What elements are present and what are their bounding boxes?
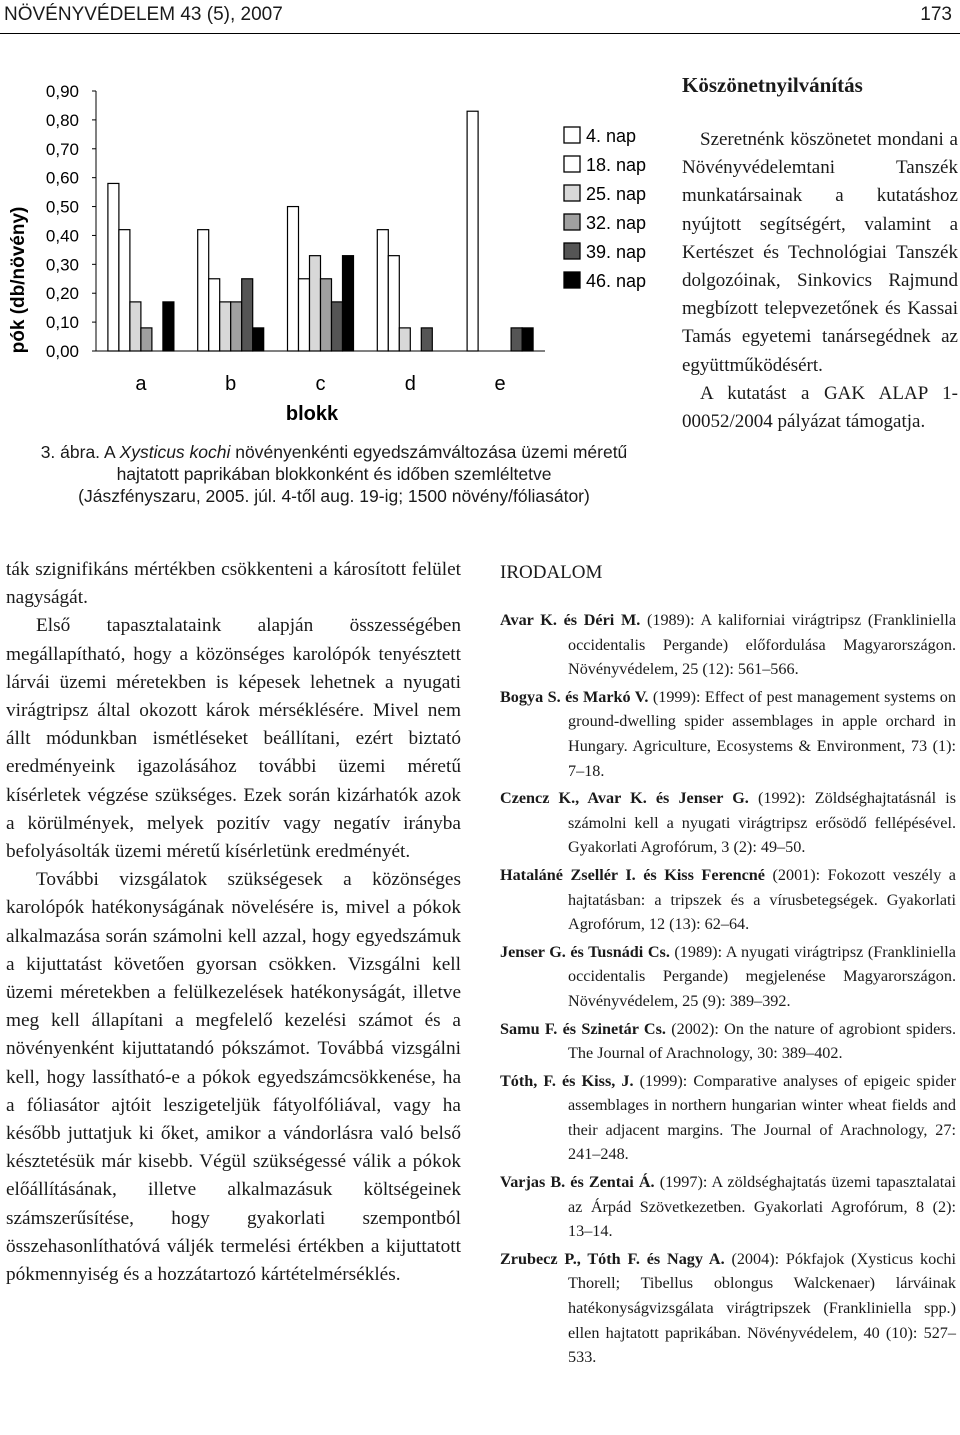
legend-label: 39. nap bbox=[586, 242, 647, 262]
y-tick-label: 0,80 bbox=[45, 110, 79, 130]
x-tick-labels bbox=[135, 373, 505, 395]
bar bbox=[421, 328, 432, 351]
bar bbox=[343, 256, 354, 351]
caption-text: A bbox=[103, 442, 120, 462]
reference-authors: Bogya S. és Markó V. bbox=[500, 687, 649, 706]
journal-title: NÖVÉNYVÉDELEM 43 (5), 2007 bbox=[4, 4, 283, 25]
bar bbox=[321, 279, 332, 351]
bar bbox=[467, 111, 478, 351]
bar bbox=[377, 230, 388, 351]
bar bbox=[332, 302, 343, 351]
x-tick-label: c bbox=[315, 373, 326, 395]
reference-text: (2001): Fokozott veszély a hajtatásban: a tripszek és a vírusbetegségek. Gyakorlati Agrofórum, 12 (13): 62–64. bbox=[568, 865, 956, 934]
bar bbox=[163, 302, 174, 351]
reference-authors: Hataláné Zsellér I. és Kiss Ferencné bbox=[500, 865, 765, 884]
y-tick-label: 0,20 bbox=[45, 284, 79, 304]
bar bbox=[108, 183, 119, 351]
bar-chart bbox=[0, 70, 670, 442]
bar bbox=[130, 302, 141, 351]
legend-swatch bbox=[564, 272, 580, 288]
reference-authors: Tóth, F. és Kiss, J. bbox=[500, 1071, 634, 1090]
bar bbox=[388, 256, 399, 351]
reference-text: (1999): Comparative analyses of epigeic spider assemblages in northern hungarian winter wheat fields and their adjacent margins. The Journal of Arachnology, 27: 241–248. bbox=[568, 1071, 956, 1164]
bar bbox=[253, 328, 264, 351]
reference-text: (2004): Pókfajok (Xysticus kochi Thorell; Tibellus oblongus Walckenaer) lárváinak hatékonyságvizsgálata virágtripszek (Frankliniella spp.) ellen hajtatott paprikában. Növényvédelem, 40 (10): 527–533. bbox=[568, 1249, 956, 1367]
y-tick-label: 0,30 bbox=[45, 255, 79, 275]
x-axis-label: blokk bbox=[285, 403, 339, 425]
reference-item bbox=[500, 1170, 956, 1244]
references-section bbox=[500, 560, 956, 1373]
body-text-column bbox=[6, 556, 461, 1289]
reference-text: (1997): A zöldséghajtatás üzemi tapasztalatai az Árpád Szövetkezetben. Gyakorlati Agrofórum, 8 (2): 13–14. bbox=[568, 1173, 956, 1241]
reference-text: (2002): On the nature of agrobiont spiders. The Journal of Arachnology, 30: 389–402. bbox=[568, 1019, 956, 1063]
bar bbox=[399, 328, 410, 351]
bar bbox=[220, 302, 231, 351]
body-paragraph: ták szignifikáns mértékben csökkenteni a károsított felület nagyságát. bbox=[6, 559, 461, 609]
bar bbox=[209, 279, 220, 351]
acknowledgement-paragraph: Szeretnénk köszönetet mondani a Növényvédelemtani Tanszék munkatársainak a kutatáshoz nyújtott segítségért, valamint a Kertészet és Technológiai Tanszék dolgozóinak, Sinkovics Rajmund megbízott telepvezetőnek és Kassai Tamás egyetemi tanársegédnek az együttműködésért. bbox=[682, 129, 958, 376]
reference-text: (1992): Zöldséghajtatásnál is számolni kell a nyugati virágtripsz erősödő fellépésével. Gyakorlati Agrofórum, 3 (2): 49–50. bbox=[568, 789, 956, 857]
y-tick-label: 0,50 bbox=[45, 197, 79, 217]
header-rule bbox=[0, 33, 960, 34]
reference-authors: Avar K. és Déri M. bbox=[500, 611, 641, 629]
reference-item bbox=[500, 863, 956, 937]
y-tick-label: 0,10 bbox=[45, 313, 79, 333]
chart-legend bbox=[564, 126, 646, 291]
legend-swatch bbox=[564, 214, 580, 230]
reference-item bbox=[500, 608, 956, 682]
reference-item bbox=[500, 1069, 956, 1167]
acknowledgement-title: Köszönetnyilvánítás bbox=[682, 73, 863, 97]
x-tick-label: b bbox=[225, 373, 237, 395]
y-tick-label: 0,90 bbox=[45, 82, 79, 101]
reference-item bbox=[500, 1017, 956, 1066]
reference-authors: Jenser G. és Tusnádi Cs. bbox=[500, 942, 670, 961]
legend-label: 25. nap bbox=[586, 184, 647, 204]
references-title: IRODALOM bbox=[500, 562, 603, 583]
reference-item bbox=[500, 1247, 956, 1370]
y-tick-label: 0,40 bbox=[45, 226, 79, 246]
acknowledgement-paragraph: A kutatást a GAK ALAP 1-00052/2004 pályázat támogatja. bbox=[682, 382, 958, 433]
bar bbox=[511, 328, 522, 351]
bar bbox=[141, 328, 152, 351]
caption-text: növényenkénti egyedszámváltozása üzemi méretű bbox=[230, 442, 628, 462]
page-number: 173 bbox=[920, 4, 952, 25]
bar bbox=[522, 328, 533, 351]
reference-item bbox=[500, 940, 956, 1014]
body-paragraph: Első tapasztalataink alapján összességében megállapítható, hogy a közönséges karolópók tenyésztett lárvái üzemi méretekben is képesek lehetnek a nyugati virágtripsz által okozott károk mérséklésére. Mivel nem állt módunkban ismétléseket beállítani, ezért biztató eredményeink igazolásához további üzemi méretű kísérletek végzése szükséges. Ezek során kizárhatók azok a körülmények, melyek pozitív vagy negatív irányba befolyásolták üzemi méretű kísérletünk eredményét. bbox=[6, 615, 461, 863]
reference-item bbox=[500, 786, 956, 860]
reference-text: (1989): A nyugati virágtripsz (Frankliniella occidentalis Pergande) megjelenése Magyarországon. Növényvédelem, 25 (9): 389–392. bbox=[568, 942, 956, 1010]
bar bbox=[288, 207, 299, 351]
legend-label: 18. nap bbox=[586, 155, 647, 175]
reference-authors: Varjas B. és Zentai Á. bbox=[500, 1173, 655, 1192]
caption-line: hajtatott paprikában blokkonként és időben szemléltetve bbox=[116, 464, 552, 484]
reference-text: (1999): Effect of pest management systems on ground-dwelling spider assemblages in apple orchard in Hungary. Agriculture, Ecosystems & Environment, 73 (1): 7–18. bbox=[568, 687, 956, 780]
y-tick-labels bbox=[46, 82, 79, 361]
reference-authors: Zrubecz P., Tóth F. és Nagy A. bbox=[500, 1249, 725, 1268]
legend-label: 32. nap bbox=[586, 213, 647, 233]
reference-text: (1989): A kaliforniai virágtripsz (Frankliniella occidentalis Pergande) előfordulása Magyarországon. Növényvédelem, 25 (12): 561–566. bbox=[568, 611, 956, 679]
legend-swatch bbox=[564, 127, 580, 143]
legend-swatch bbox=[564, 243, 580, 259]
y-tick-label: 0,60 bbox=[45, 168, 79, 188]
acknowledgement-section bbox=[682, 70, 958, 436]
bar bbox=[310, 256, 321, 351]
y-tick-label: 0,00 bbox=[45, 342, 79, 361]
reference-item bbox=[500, 685, 956, 783]
bar bbox=[198, 230, 209, 351]
reference-authors: Czencz K., Avar K. és Jenser G. bbox=[500, 789, 749, 808]
bar bbox=[231, 302, 242, 351]
y-tick-label: 0,70 bbox=[45, 139, 79, 159]
y-axis-label: pók (db/növény) bbox=[8, 206, 29, 354]
x-tick-label: a bbox=[135, 373, 147, 395]
figure-caption bbox=[10, 441, 658, 507]
chart-bars bbox=[108, 111, 533, 351]
legend-label: 46. nap bbox=[586, 271, 647, 291]
bar bbox=[242, 279, 253, 351]
x-tick-label: e bbox=[494, 373, 506, 395]
x-tick-label: d bbox=[404, 373, 416, 395]
bar bbox=[299, 279, 310, 351]
body-paragraph: További vizsgálatok szükségesek a közönséges karolópók hatékonyságának növelésére is, mivel a pókok alkalmazása során számolni kell azzal, hogy egyedszámuk a kijuttatást követően gyorsan csökken. Vizsgálni kell üzemi méretekben a felülkezelések hatékonyságát, illetve meg kell állapítani a megfelelő kezelési számot és a növényenként kijuttatandó pókszámot. Továbbá vizsgálni kell, hogy lassítható-e a pókok egyedszámcsökkenése, ha a fóliasátor ajtóit leszigeteljük fátyolfóliával, vagy ha később juttatjuk ki őket, amikor a vándorlásra való belső késztetésük már kisebb. Végül szükségessé válik a pókok előállításának, illetve alkalmazásuk költségeinek számszerűsítése, hogy gyakorlati szempontból összehasonlíthatóvá váljék termelési értékben a kijuttatott pókmennyiség és a hozzátartozó kártételmérséklés. bbox=[6, 869, 461, 1286]
page-header bbox=[0, 0, 960, 34]
caption-line: (Jászfényszaru, 2005. júl. 4-től aug. 19-ig; 1500 növény/fóliasátor) bbox=[78, 486, 590, 506]
reference-authors: Samu F. és Szinetár Cs. bbox=[500, 1019, 666, 1038]
legend-swatch bbox=[564, 156, 580, 172]
references-list bbox=[500, 608, 956, 1370]
legend-swatch bbox=[564, 185, 580, 201]
caption-figure-number: 3. ábra. bbox=[40, 442, 104, 462]
bar bbox=[119, 230, 130, 351]
caption-species: Xysticus kochi bbox=[119, 442, 231, 462]
legend-label: 4. nap bbox=[586, 126, 637, 146]
